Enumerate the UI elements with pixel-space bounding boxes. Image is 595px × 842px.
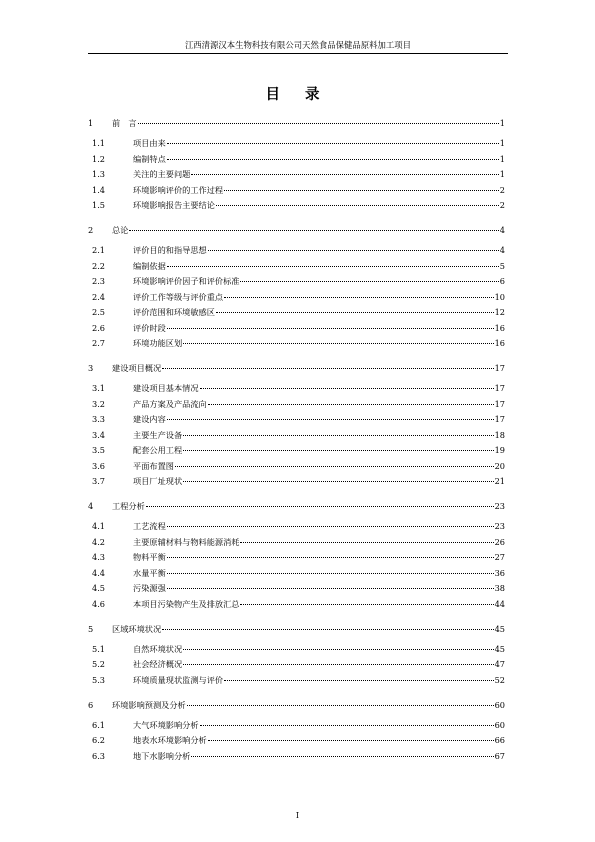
- toc-entry-label: 大气环境影响分析: [133, 719, 199, 730]
- toc-dot-leader: [224, 297, 494, 298]
- toc-entry-page: 45: [494, 623, 505, 634]
- toc-entry-label: 评价时段: [133, 322, 166, 333]
- toc-entry-number: 1: [88, 118, 94, 128]
- toc-entry-number: 5.3: [92, 674, 106, 685]
- toc-entry-label: 社会经济概况: [133, 659, 183, 670]
- toc-entry-label: 地表水环境影响分析: [133, 735, 207, 746]
- toc-entry-label: 本项目污染物产生及排放汇总: [133, 598, 240, 609]
- toc-dot-leader: [240, 542, 493, 543]
- toc-entry-label: 总论: [112, 225, 129, 235]
- toc-entry-number: 2.3: [92, 276, 106, 287]
- toc-dot-leader: [146, 506, 494, 507]
- toc-entry-page: 60: [494, 719, 505, 730]
- page-title: 目 录: [265, 86, 330, 103]
- toc-entry-label: 评价工作等级与评价重点: [133, 291, 224, 302]
- toc-entry-label: 主要生产设备: [133, 429, 183, 440]
- toc-entry-page: 18: [494, 429, 505, 440]
- toc-entry-page: 44: [494, 598, 505, 609]
- toc-entry-number: 4.4: [92, 567, 106, 578]
- toc-entry-page: 1: [499, 118, 505, 128]
- toc-dot-leader: [167, 588, 494, 589]
- toc-dot-leader: [240, 281, 498, 282]
- toc-entry-number: 3.6: [92, 460, 106, 471]
- toc-section-entry[interactable]: [88, 719, 505, 731]
- toc-section-entry[interactable]: [88, 750, 505, 762]
- toc-entry-label: 项目由来: [133, 138, 166, 149]
- toc-entry-label: 污染源强: [133, 583, 166, 594]
- toc-entry-label: 水量平衡: [133, 567, 166, 578]
- toc-entry-label: 编制依据: [133, 260, 166, 271]
- toc-entry-number: 2.5: [92, 307, 106, 318]
- toc-entry-number: 4.3: [92, 552, 106, 563]
- toc-entry-page: 36: [494, 567, 505, 578]
- toc-dot-leader: [183, 664, 493, 665]
- toc-dot-leader: [224, 190, 499, 191]
- toc-entry-number: 4.5: [92, 583, 106, 594]
- toc-section-entry[interactable]: [88, 168, 505, 180]
- toc-entry-page: 1: [499, 153, 505, 164]
- toc-entry-label: 地下水影响分析: [133, 750, 191, 761]
- toc-section-entry[interactable]: [88, 460, 505, 472]
- toc-entry-page: 19: [494, 445, 505, 456]
- toc-dot-leader: [162, 368, 493, 369]
- toc-entry-number: 2.4: [92, 291, 106, 302]
- toc-entry-number: 2.7: [92, 338, 106, 349]
- toc-dot-leader: [216, 205, 499, 206]
- toc-chapter-entry[interactable]: [88, 623, 505, 635]
- toc-section-entry[interactable]: [88, 643, 505, 655]
- toc-entry-label: 物料平衡: [133, 552, 166, 563]
- toc-entry-number: 2.2: [92, 260, 106, 271]
- toc-section-entry[interactable]: [88, 275, 505, 287]
- page-number: I: [295, 811, 300, 820]
- toc-entry-page: 60: [494, 699, 505, 710]
- toc-entry-number: 2.1: [92, 245, 106, 256]
- toc-section-entry[interactable]: [88, 413, 505, 425]
- toc-entry-label: 关注的主要问题: [133, 169, 191, 180]
- toc-section-entry[interactable]: [88, 199, 505, 211]
- toc-entry-number: 3.3: [92, 414, 106, 425]
- toc-dot-leader: [224, 680, 494, 681]
- toc-section-entry[interactable]: [88, 551, 505, 563]
- toc-entry-number: 1.5: [92, 200, 106, 211]
- toc-section-entry[interactable]: [88, 444, 505, 456]
- toc-entry-number: 1.3: [92, 169, 106, 180]
- toc-dot-leader: [187, 705, 494, 706]
- toc-entry-label: 评价范围和环境敏感区: [133, 307, 215, 318]
- toc-dot-leader: [167, 143, 499, 144]
- toc-dot-leader: [240, 604, 493, 605]
- toc-section-entry[interactable]: [88, 582, 505, 594]
- toc-entry-page: 12: [494, 307, 505, 318]
- toc-entry-label: 建设项目概况: [112, 363, 162, 373]
- toc-entry-number: 4.6: [92, 598, 106, 609]
- toc-entry-number: 3.4: [92, 429, 106, 440]
- toc-dot-leader: [216, 312, 494, 313]
- toc-entry-label: 环境功能区划: [133, 338, 183, 349]
- toc-entry-label: 工程分析: [112, 501, 145, 511]
- toc-entry-label: 区域环境状况: [112, 623, 162, 634]
- toc-entry-label: 环境影响报告主要结论: [133, 200, 215, 211]
- toc-entry-page: 23: [494, 501, 505, 511]
- toc-dot-leader: [191, 174, 498, 175]
- toc-dot-leader: [183, 435, 493, 436]
- toc-section-entry[interactable]: [88, 153, 505, 165]
- toc-entry-number: 5: [88, 623, 94, 634]
- toc-entry-page: 66: [494, 735, 505, 746]
- toc-entry-page: 1: [499, 138, 505, 149]
- toc-entry-label: 环境影响预测及分析: [112, 699, 186, 710]
- toc-chapter-entry[interactable]: [88, 224, 505, 236]
- toc-dot-leader: [191, 756, 493, 757]
- toc-dot-leader: [167, 266, 499, 267]
- toc-entry-number: 3.1: [92, 383, 106, 394]
- toc-entry-label: 编制特点: [133, 153, 166, 164]
- running-header: 江西清源汉本生物科技有限公司天然食品保健品原料加工项目: [184, 40, 412, 50]
- toc-entry-page: 16: [494, 322, 505, 333]
- toc-entry-page: 52: [494, 674, 505, 685]
- toc-entry-label: 平面布置图: [133, 460, 174, 471]
- toc-entry-number: 6: [88, 699, 94, 710]
- toc-dot-leader: [208, 404, 494, 405]
- toc-entry-page: 27: [494, 552, 505, 563]
- toc-dot-leader: [167, 328, 494, 329]
- toc-dot-leader: [175, 466, 494, 467]
- toc-dot-leader: [167, 526, 494, 527]
- toc-entry-number: 2: [88, 225, 94, 235]
- toc-dot-leader: [183, 649, 493, 650]
- toc-dot-leader: [183, 343, 493, 344]
- toc-entry-page: 17: [494, 383, 505, 394]
- toc-dot-leader: [208, 740, 494, 741]
- toc-entry-label: 前 言: [112, 118, 137, 128]
- toc-entry-page: 26: [494, 536, 505, 547]
- toc-section-entry[interactable]: [88, 137, 505, 149]
- toc-entry-number: 1.1: [92, 138, 106, 149]
- toc-entry-number: 2.6: [92, 322, 106, 333]
- toc-dot-leader: [138, 123, 499, 124]
- toc-entry-page: 2: [499, 200, 505, 211]
- toc-entry-number: 3: [88, 363, 94, 373]
- toc-entry-page: 6: [499, 276, 505, 287]
- toc-entry-page: 17: [494, 414, 505, 425]
- toc-entry-page: 10: [494, 291, 505, 302]
- toc-section-entry[interactable]: [88, 382, 505, 394]
- toc-entry-label: 配套公用工程: [133, 445, 183, 456]
- toc-section-entry[interactable]: [88, 337, 505, 349]
- toc-section-entry[interactable]: [88, 520, 505, 532]
- toc-chapter-entry[interactable]: [88, 117, 505, 129]
- toc-entry-label: 评价目的和指导思想: [133, 245, 207, 256]
- toc-dot-leader: [200, 725, 494, 726]
- toc-section-entry[interactable]: [88, 598, 505, 610]
- toc-entry-number: 6.1: [92, 719, 106, 730]
- toc-section-entry[interactable]: [88, 291, 505, 303]
- toc-entry-page: 2: [499, 184, 505, 195]
- toc-section-entry[interactable]: [88, 658, 505, 670]
- toc-section-entry[interactable]: [88, 184, 505, 196]
- toc-entry-page: 5: [499, 260, 505, 271]
- toc-dot-leader: [208, 250, 499, 251]
- toc-entry-page: 47: [494, 659, 505, 670]
- toc-dot-leader: [167, 573, 494, 574]
- toc-dot-leader: [200, 388, 494, 389]
- toc-entry-page: 1: [499, 169, 505, 180]
- toc-dot-leader: [183, 481, 493, 482]
- toc-dot-leader: [167, 419, 494, 420]
- toc-entry-number: 3.5: [92, 445, 106, 456]
- toc-entry-label: 主要原辅材料与物料能源消耗: [133, 536, 240, 547]
- toc-entry-number: 3.7: [92, 476, 106, 487]
- toc-dot-leader: [167, 159, 499, 160]
- toc-entry-number: 1.4: [92, 184, 106, 195]
- toc-entry-number: 3.2: [92, 398, 106, 409]
- toc-entry-page: 20: [494, 460, 505, 471]
- toc-entry-page: 21: [494, 476, 505, 487]
- toc-section-entry[interactable]: [88, 260, 505, 272]
- toc-entry-page: 17: [494, 363, 505, 373]
- toc-entry-label: 环境影响评价的工作过程: [133, 184, 224, 195]
- toc-entry-page: 16: [494, 338, 505, 349]
- toc-section-entry[interactable]: [88, 674, 505, 686]
- toc-chapter-entry[interactable]: [88, 699, 505, 711]
- toc-section-entry[interactable]: [88, 475, 505, 487]
- toc-entry-label: 建设内容: [133, 414, 166, 425]
- toc-chapter-entry[interactable]: [88, 500, 505, 512]
- toc-entry-page: 67: [494, 750, 505, 761]
- toc-section-entry[interactable]: [88, 306, 505, 318]
- toc-chapter-entry[interactable]: [88, 362, 505, 374]
- toc-entry-label: 自然环境状况: [133, 643, 183, 654]
- toc-dot-leader: [183, 450, 493, 451]
- toc-entry-number: 6.2: [92, 735, 106, 746]
- toc-entry-page: 17: [494, 398, 505, 409]
- toc-entry-number: 4: [88, 501, 94, 511]
- toc-entry-page: 38: [494, 583, 505, 594]
- toc-entry-page: 4: [499, 245, 505, 256]
- toc-dot-leader: [167, 557, 494, 558]
- toc-entry-number: 1.2: [92, 153, 106, 164]
- toc-entry-number: 4.2: [92, 536, 106, 547]
- toc-section-entry[interactable]: [88, 429, 505, 441]
- toc-dot-leader: [162, 629, 493, 630]
- toc-entry-label: 工艺流程: [133, 521, 166, 532]
- toc-entry-label: 环境质量现状监测与评价: [133, 674, 224, 685]
- toc-section-entry[interactable]: [88, 536, 505, 548]
- toc-entry-label: 建设项目基本情况: [133, 383, 199, 394]
- toc-section-entry[interactable]: [88, 398, 505, 410]
- toc-section-entry[interactable]: [88, 322, 505, 334]
- toc-entry-number: 5.1: [92, 643, 106, 654]
- toc-entry-page: 45: [494, 643, 505, 654]
- toc-section-entry[interactable]: [88, 244, 505, 256]
- toc-dot-leader: [129, 230, 498, 231]
- toc-section-entry[interactable]: [88, 734, 505, 746]
- toc-entry-label: 项目厂址现状: [133, 476, 183, 487]
- toc-entry-label: 产品方案及产品流向: [133, 398, 207, 409]
- toc-entry-label: 环境影响评价因子和评价标准: [133, 276, 240, 287]
- toc-entry-page: 4: [499, 225, 505, 235]
- toc-entry-number: 5.2: [92, 659, 106, 670]
- toc-entry-number: 4.1: [92, 521, 106, 532]
- toc-entry-number: 6.3: [92, 750, 106, 761]
- toc-section-entry[interactable]: [88, 567, 505, 579]
- toc-entry-page: 23: [494, 521, 505, 532]
